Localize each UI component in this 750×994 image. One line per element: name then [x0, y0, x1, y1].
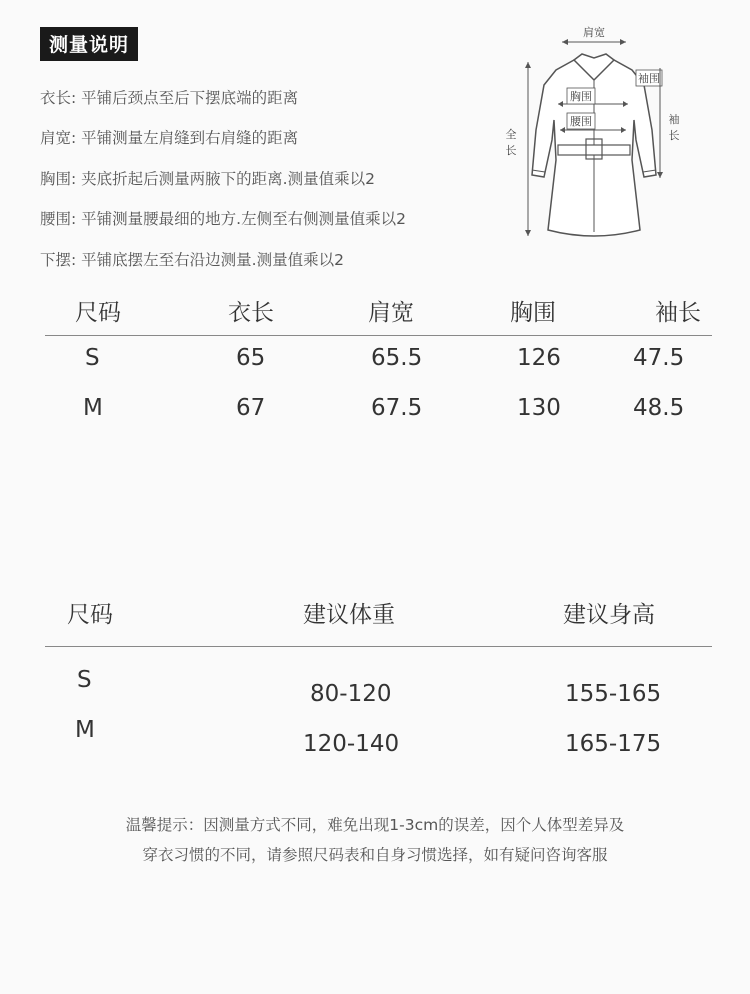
cell-sleeve: 48.5 [633, 395, 685, 421]
label-total-length-2: 长 [505, 144, 517, 157]
section-title: 测量说明 [40, 27, 138, 61]
cell-height: 155-165 [565, 681, 662, 707]
label-sleeve-1: 袖 [668, 113, 680, 126]
definition-waist: 腰围: 平铺测量腰最细的地方.左侧至右侧测量值乘以2 [40, 210, 406, 228]
cell-chest: 126 [517, 345, 561, 371]
label-chest: 胸围 [570, 90, 592, 103]
tip-line-2: 穿衣习惯的不同，请参照尺码表和自身习惯选择，如有疑问咨询客服 [142, 846, 608, 864]
fit-table [45, 590, 712, 777]
cell-height: 165-175 [565, 731, 662, 757]
definition-length: 衣长: 平铺后颈点至后下摆底端的距离 [40, 89, 299, 107]
label-shoulder: 肩宽 [583, 26, 605, 39]
size-table [45, 288, 712, 436]
tip-line-1: 温馨提示：因测量方式不同，难免出现1-3cm的误差，因个人体型差异及 [125, 816, 625, 834]
label-total-length-1: 全 [505, 128, 517, 141]
cell-chest: 130 [517, 395, 561, 421]
fit-table-body [45, 647, 712, 777]
cell-weight: 120-140 [303, 731, 400, 757]
size-table-header [45, 288, 712, 336]
cell-size: S [77, 667, 92, 693]
header-sleeve: 袖长 [655, 300, 701, 326]
header-weight: 建议体重 [303, 602, 395, 628]
cell-length: 67 [236, 395, 266, 421]
cell-sleeve: 47.5 [633, 345, 685, 371]
fit-table-header [45, 590, 712, 647]
definition-shoulder: 肩宽: 平铺测量左肩缝到右肩缝的距离 [40, 129, 299, 147]
label-waist: 腰围 [570, 115, 592, 128]
label-cuff: 袖围 [638, 72, 660, 85]
header-chest: 胸围 [510, 300, 556, 326]
cell-shoulder: 65.5 [371, 345, 423, 371]
coat-measurement-diagram [496, 20, 680, 245]
definition-chest: 胸围: 夹底折起后测量两腋下的距离.测量值乘以2 [40, 170, 375, 188]
header-height: 建议身高 [563, 602, 655, 628]
header-shoulder: 肩宽 [368, 300, 414, 326]
label-sleeve-2: 长 [668, 129, 680, 142]
cell-length: 65 [236, 345, 266, 371]
definition-hem: 下摆: 平铺底摆左至右沿边测量.测量值乘以2 [40, 251, 344, 269]
table-row [45, 386, 712, 436]
header-size: 尺码 [75, 300, 121, 326]
cell-shoulder: 67.5 [371, 395, 423, 421]
cell-size: M [83, 395, 103, 421]
cell-size: S [85, 345, 100, 371]
header-length: 衣长 [228, 300, 274, 326]
header-size: 尺码 [67, 602, 113, 628]
cell-size: M [75, 717, 95, 743]
cell-weight: 80-120 [310, 681, 392, 707]
table-row [45, 336, 712, 386]
